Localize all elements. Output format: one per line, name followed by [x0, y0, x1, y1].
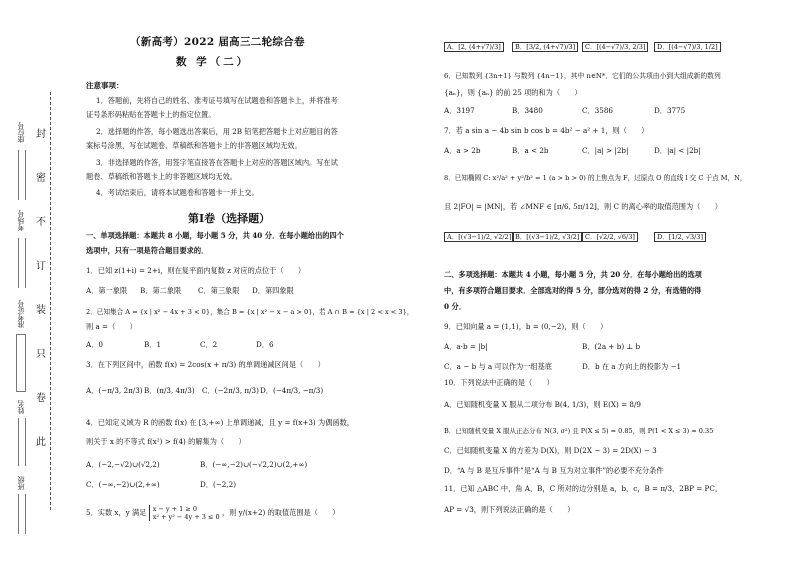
question-7: 7．若 a sin a − 4b sin b cos b = 4b² − a² + 1，则（ ） [444, 126, 649, 135]
q3-option-a: A．(−π/3, 2π/3) [86, 386, 143, 395]
question-2: 2．已知集合 A = {x | x² − 4x + 3 < 0}，集合 B = {x | x² − x − a > 0}，若 A ∩ B = {x | 2 < x < 3}， [86, 308, 414, 316]
q4-option-a: A．(−2,−√2)∪(√2,2) [86, 460, 160, 469]
class-label: 班级 [17, 476, 25, 490]
q4-option-d: D．(−2,2) [200, 480, 237, 489]
binding-char: 封 [36, 129, 46, 140]
q10-option-b: B．已知随机变量 X 服从正态分布 N(3, σ²) 且 P(X ≤ 5) = 0.85，则 P(1 < X ≤ 3) = 0.35 [444, 427, 714, 435]
q2-option-c: C．2 [200, 340, 218, 349]
q10-option-d: D．“A 与 B 是互斥事件”是“A 与 B 互为对立事件”的必要不充分条件 [444, 466, 664, 475]
question-8: 8．已知椭圆 C: x²/a² + y²/b² = 1 (a > b > 0) 的上焦点为 F，过原点 O 的直线 l 交 C 于点 M，N， [444, 174, 747, 182]
q8-option-c-text: C．[√2/2, √6/3] [582, 232, 638, 242]
q2-option-b: B．1 [144, 340, 162, 349]
section-2-intro: 0 分． [444, 302, 466, 311]
q5-option-b-text: B．[3/2, (4+√7)/3] [512, 42, 578, 52]
q9-option-a: A．a·b = |b| [444, 342, 488, 351]
question-5-tail: ，则 y/(x+2) 的取值范围是（ ） [221, 508, 340, 517]
note-line: 证号条形码粘贴在答题卡上的指定位置。 [86, 110, 216, 119]
question-3: 3．在下列区间中，函数 f(x) = 2cos(x + π/3) 的单调递减区间是（ ） [86, 360, 325, 369]
q7-option-c: C．|a| > |2b| [582, 146, 629, 155]
q8-option-a-text: A．[(√3−1)/2, √2/2] [444, 232, 514, 242]
section-2-intro: 中，有多项符合题目要求．全部选对的得 5 分，部分选对的得 2 分，有选错的得 [444, 286, 702, 295]
binding-dashed-line [50, 92, 51, 510]
q2-option-a: A．0 [86, 340, 103, 349]
note-line: 案标号涂黑，写在试题卷、草稿纸和答题卡上的非答题区域均无效。 [86, 141, 302, 150]
q7-option-a: A．a > 2b [444, 146, 481, 155]
section-intro: 一、单项选择题：本题共 8 小题，每小题 5 分，共 40 分．在每小题给出的四个 [86, 231, 344, 240]
question-1: 1．已知 z(1+i) = 2+i，则在复平面内复数 z 对应的点位于（ ） [86, 266, 306, 275]
q9-option-d: D．b 在 a 方向上的投影为 −1 [582, 362, 682, 371]
q8-option-c [582, 232, 638, 242]
q6-option-b: B．3480 [512, 106, 543, 115]
q5-option-b [512, 42, 578, 52]
notes-heading: 注意事项： [86, 81, 124, 90]
q6-option-a: A．3197 [444, 106, 475, 115]
q3-option-c: C．(−2π/3, π/3) [202, 386, 259, 395]
q1-option-c: C．第三象限 [198, 286, 240, 295]
q4-option-b: B．(−∞,−2)∪(−√2,2)∪(2,+∞) [200, 460, 308, 469]
q4-option-c: C．(−∞,−2)∪(2,+∞) [86, 480, 160, 489]
q8-option-d [654, 232, 706, 242]
exam-room-field [18, 238, 26, 288]
q10-option-c: C．已知随机变量 X 的方差为 D(X)，则 D(2X − 3) = 2D(X) − 3 [444, 446, 657, 455]
note-line: 题卷、草稿纸和答题卡上的非答题区域均无效。 [86, 172, 237, 181]
binding-char: 此 [36, 437, 46, 448]
question-11: 11．已知 △ABC 中，角 A，B，C 所对的边分别是 a，b，c，B = π/3，2BP = PC， [444, 484, 723, 493]
q6-option-c: C．3586 [582, 106, 613, 115]
binding-char: 密 [36, 173, 46, 184]
q5-option-d-text: D．[(4−√7)/3, 1/2] [654, 42, 721, 52]
exam-title: （新高考）2022 届高三二轮综合卷 [130, 36, 305, 48]
question-8-cont: 且 2|FO| = |MN|，若 ∠MNF ∈ [π/6, 5π/12]，则 C 的离心率的取值范围为（ ） [444, 202, 722, 211]
q7-option-d: D．|a| < |2b| [654, 146, 701, 155]
section-title: 第Ⅰ卷（选择题） [188, 212, 271, 225]
section-2-intro: 二、多项选择题：本题共 4 小题，每小题 5 分，共 20 分．在每小题给出的选项 [444, 270, 702, 279]
question-4: 4．已知定义域为 R 的函数 f(x) 在 [3,+∞) 上单调递减，且 y = f(x+3) 为偶函数， [86, 418, 354, 427]
exam-subtitle: 数 学（二） [176, 56, 251, 68]
seat-number-label: 座位号 [17, 122, 25, 143]
q8-option-a [444, 232, 514, 242]
q8-option-b [512, 232, 582, 242]
note-line: 4．考试结束后，请将本试题卷和答题卡一并上交。 [96, 188, 259, 197]
q5-system-eq1: x − y + 1 ≥ 0 [152, 505, 198, 513]
class-field [18, 494, 26, 534]
q5-system-eq2: x² + y² − 4y + 3 ≤ 0 [152, 513, 220, 521]
binding-char: 不 [36, 217, 46, 228]
q5-option-c [582, 42, 648, 52]
ticket-number-field [16, 334, 26, 392]
q5-option-a-text: A．[2, (4+√7)/3] [444, 42, 504, 52]
q6-option-d: D．3775 [654, 106, 686, 115]
note-line: 1．答题前，先将自己的姓名、准考证号填写在试题卷和答题卡上，并将准考 [96, 96, 338, 105]
name-field [18, 418, 26, 466]
question-6-cont: {aₙ}，则 {aₙ} 的前 25 项的和为（ ） [444, 88, 582, 97]
exam-room-label: 考场号 [17, 210, 25, 231]
q10-option-a: A．已知随机变量 X 服从二项分布 B(4, 1/3)，则 E(X) = 8/9 [444, 400, 641, 409]
section-intro: 选项中，只有一项是符合题目要求的． [86, 246, 209, 255]
question-5-lead: 5．实数 x，y 满足 [86, 508, 147, 517]
seat-number-field [18, 150, 26, 200]
q3-option-d: D．(−4π/3, −π/3) [260, 386, 324, 395]
q2-option-d: D．6 [256, 340, 274, 349]
binding-char: 卷 [36, 393, 46, 404]
question-9: 9．已知向量 a = (1,1)，b = (0,−2)，则（ ） [444, 322, 608, 331]
note-line: 3．非选择题的作答，用签字笔直接答在答题卡上对应的答题区域内。写在试 [96, 158, 338, 167]
question-5 [86, 505, 340, 521]
q9-option-b: B．(2a + b) ⊥ b [582, 342, 641, 351]
binding-char: 装 [36, 305, 46, 316]
q5-system [149, 505, 220, 521]
q9-option-c: C．a − b 与 a 可以作为一组基底 [444, 362, 552, 371]
q5-option-a [444, 42, 504, 52]
q3-option-b: B．(π/3, 4π/3) [144, 386, 195, 395]
question-6: 6．已知数列 {3n+1} 与数列 {4n−1}，其中 n∈N*．它们的公共项由小到大组成新的数列 [444, 72, 721, 80]
q1-option-a: A．第一象限 [86, 286, 128, 295]
name-label: 姓名 [17, 400, 25, 414]
q8-option-d-text: D．[1/2, √3/3] [654, 232, 706, 242]
binding-char: 订 [36, 261, 46, 272]
q1-option-d: D．第四象限 [252, 286, 294, 295]
q7-option-b: B．a < 2b [512, 146, 549, 155]
q1-option-b: B．第二象限 [140, 286, 182, 295]
question-10: 10．下列说法中正确的是（ ） [444, 378, 554, 387]
ticket-number-label: 准考证号 [17, 300, 25, 328]
q8-option-b-text: B．[(√3−1)/2, √3/2] [512, 232, 582, 242]
note-line: 2．选择题的作答，每小题选出答案后，用 2B 铅笔把答题卡上对应题目的答 [96, 127, 338, 136]
question-4-cont: 则关于 x 的不等式 f(x²) > f(4) 的解集为（ ） [86, 437, 246, 446]
q5-option-c-text: C．[(4−√7)/3, 2/3] [582, 42, 648, 52]
q5-option-d [654, 42, 721, 52]
binding-char: 只 [36, 349, 46, 360]
question-11-cont: AP = √3，则下列说法正确的是（ ） [444, 505, 575, 514]
question-2-cont: 则 a =（ ） [86, 322, 137, 331]
